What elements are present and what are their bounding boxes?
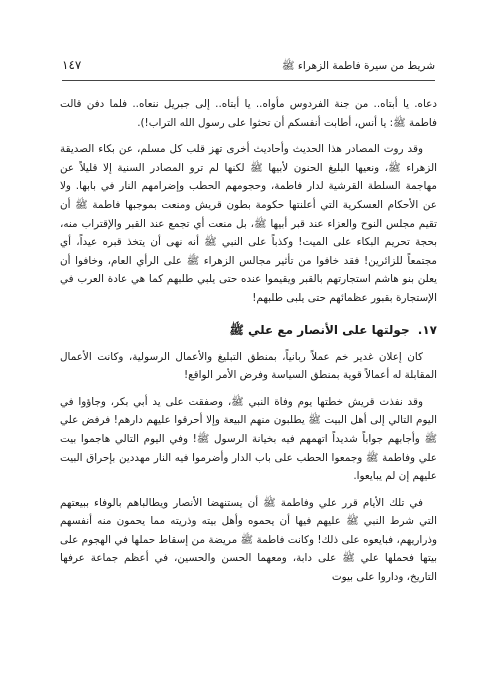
section-number: ١٧. (417, 322, 437, 337)
paragraph-1: وقد روت المصادر هذا الحديث وأحاديث أخرى تهز قلب كل مسلم، عن بكاء الصديقة الزهراء ﷺ، ونعيها البليغ الحنون لأبيها ﷺ لكنها لم ترو المصادر السنية إلا قليلاً عن مهاجمة السلطة القرشية لدار فاطمة، وحجومهم الحطب وإضرامهم النار في بابها. ولا عن الأحكام العسكرية التي أعلنتها حكومة بطون قريش ومنعت بموجبها فاطمة ﷺ أن تقيم مجلس النوح والعزاء عند قبر أبيها ﷺ، بل منعت أي تجمع عند القبر والإقتراب منه، بحجة تحريم البكاء على الميت! وكذباً على النبي ﷺ أنه نهى أن يتخذ قبره عيداً، أي مجتمعاً للزائرين! فقد خافوا من تأثير مجالس الزهراء ﷺ على الرأي العام، وخافوا أن يعلن بنو هاشم استجارتهم بالقبر ويقيموا عنده حتى يلبي طلبهم كما هي عادة العرب في الإستجارة بقبور عظمائهم حتى يلبى طلبهم! (60, 143, 437, 304)
paragraph-4: في تلك الأيام قرر علي وفاطمة ﷺ أن يستنهضا الأنصار ويطالباهم بالوفاء ببيعتهم التي شرط النبي ﷺ عليهم فيها أن يحموه وأهل بيته وذريته مما يحمون منه أنفسهم وذراريهم، فبايعوه على ذلك! وكانت فاطمة ﷺ مريضة من إسقاط حملها في الهجوم على بيتها فحملها علي ﷺ على دابة، ومعهما الحسن والحسين، في أعظم جماعة عرفها التاريخ، وداروا على بيوت (60, 496, 437, 584)
running-title: شريط من سيرة فاطمة الزهراء ﷺ (281, 60, 435, 72)
section-heading (60, 320, 437, 340)
page-body (60, 95, 437, 589)
page-number: ١٤٧ (62, 58, 82, 72)
header-rule (62, 80, 435, 81)
paragraph-2: كان إعلان غدير خم عملاً ربانياً، بمنطق التبليغ والأعمال الرسولية، وكانت الأعمال المقابلة له أعمالاً قوية بمنطق السياسة وفرض الأمر الواقع! (60, 350, 437, 382)
running-header (62, 58, 435, 75)
paragraph-3: وقد نفذت قريش خطتها يوم وفاة النبي ﷺ، وصفقت على يد أبي بكر، وجاؤوا في اليوم التالي إلى أهل البيت ﷺ يطلبون منهم البيعة وإلا أحرقوا عليهم دارهم! فرفض علي ﷺ وأجابهم جواباً شديداً اتهمهم فيه بخيانة الرسول ﷺ! وفي اليوم التالي هاجموا بيت علي وفاطمة ﷺ وجمعوا الحطب على باب الدار وأضرموا فيه النار مهددين بإحراق البيت عليهم إن لم يبايعوا. (60, 395, 437, 483)
section-title: جولتها على الأنصار مع علي ﷺ (229, 322, 410, 337)
paragraph-0: دعاه. يا أبتاه.. من جنة الفردوس مأواه.. يا أبتاه.. إلى جبريل ننعاه.. فلما دفن قالت فاطمة ﷺ: يا أنس، أطابت أنفسكم أن تحثوا على رسول الله التراب!). (60, 98, 437, 129)
